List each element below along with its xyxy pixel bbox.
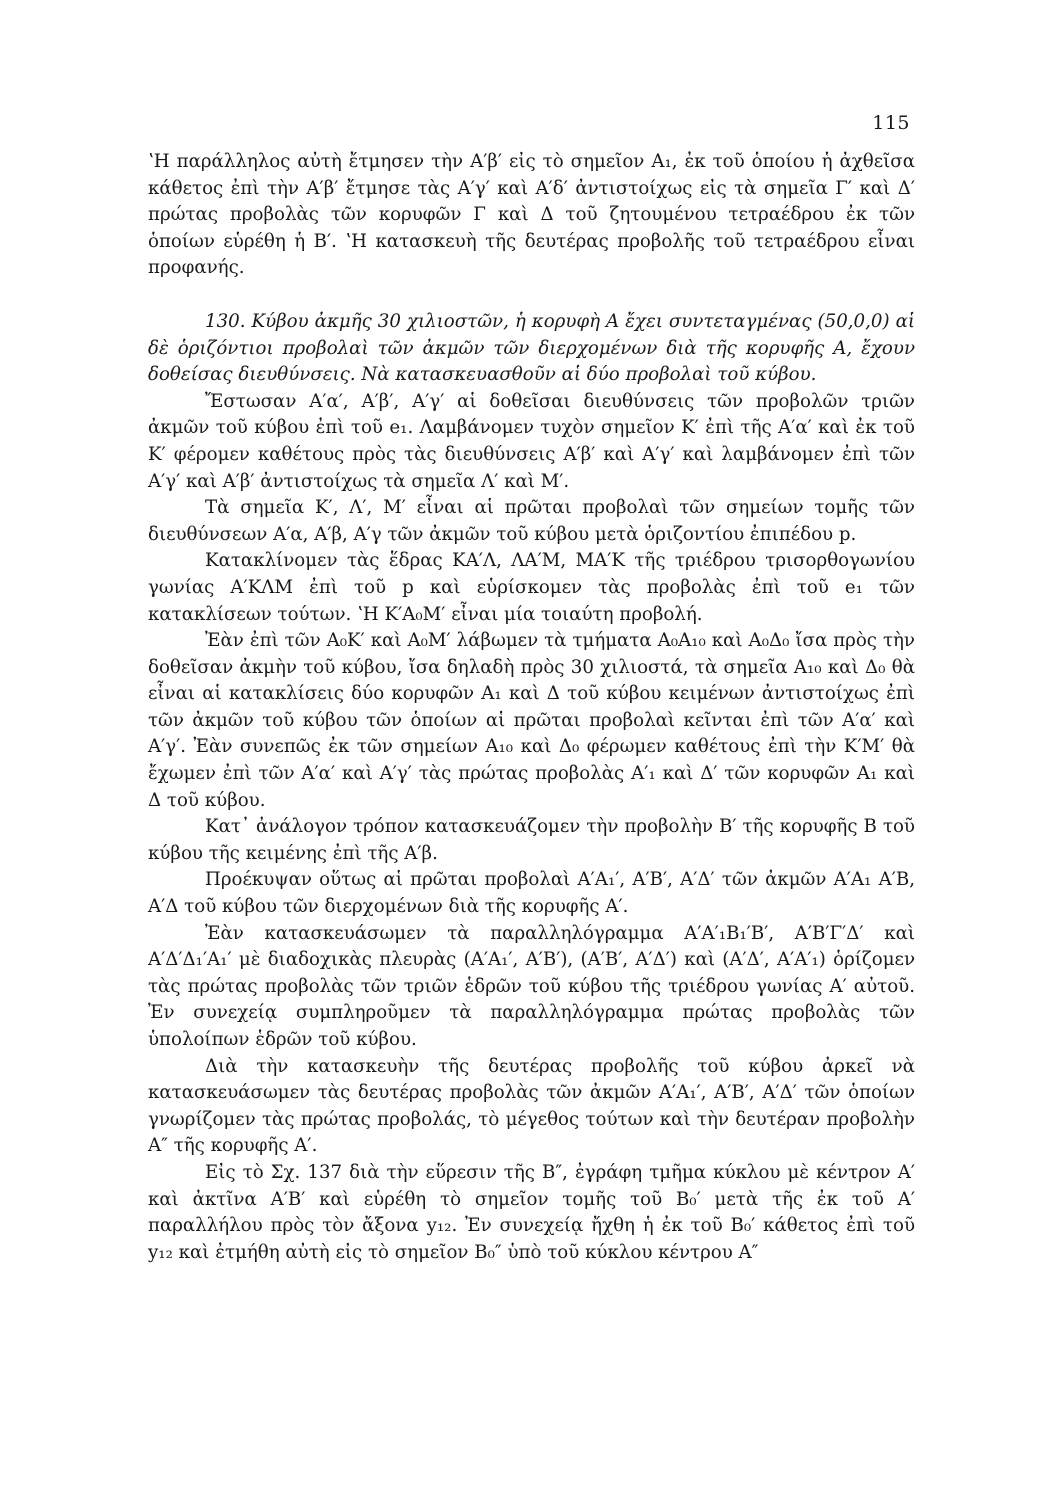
paragraph: Εἰς τὸ Σχ. 137 διὰ τὴν εὕρεσιν τῆς Β″, ἐγράφη τμῆμα κύκλου μὲ κέντρον Α′ καὶ ἀκτῖνα Α′Β′ καὶ εὑρέθη τὸ σημεῖον τομῆς τοῦ Β₀′ μετὰ τῆς ἐκ τοῦ Α′ παραλλήλου πρὸς τὸν ἄξονα y₁₂. Ἐν συνεχείᾳ ἤχθη ἡ ἐκ τοῦ Β₀′ κάθετος ἐπὶ τοῦ y₁₂ καὶ ἐτμήθη αὐτὴ εἰς τὸ σημεῖον Β₀″ ὑπὸ τοῦ κύκλου κέντρου Α″ [148, 1161, 915, 1263]
paragraph: Κατακλίνομεν τὰς ἕδρας ΚΑ′Λ, ΛΑ′Μ, ΜΑ′Κ τῆς τριέδρου τρισορθογωνίου γωνίας Α′ΚΛΜ ἐπὶ τοῦ p καὶ εὑρίσκομεν τὰς προβολὰς ἐπὶ τοῦ e₁ τῶν κατακλίσεων τούτων. ʽΗ Κ′Α₀Μ′ εἶναι μία τοιαύτη προβολή. [148, 550, 915, 625]
paragraph-intro: ʽΗ παράλληλος αὐτὴ ἔτμησεν τὴν Α′β′ εἰς τὸ σημεῖον Α₁, ἐκ τοῦ ὁποίου ἡ ἀχθεῖσα κάθετος ἐπὶ τὴν Α′β′ ἔτμησε τὰς Α′γ′ καὶ Α′δ′ ἀντιστοίχως εἰς τὰ σημεῖα Γ′ καὶ Δ′ πρώτας προβολὰς τῶν κορυφῶν Γ καὶ Δ τοῦ ζητουμένου τετραέδρου ἐκ τῶν ὁποίων εὑρέθη ἡ Β′. ʽΗ κατασκευὴ τῆς δευτέρας προβολῆς τοῦ τετραέδρου εἶναι προφανής. [148, 151, 915, 279]
paragraph: Ἐὰν κατασκευάσωμεν τὰ παραλληλόγραμμα Α′Α′₁Β₁′Β′, Α′Β′Γ′Δ′ καὶ Α′Δ′Δ₁′Α₁′ μὲ διαδοχικὰς πλευρὰς (Α′Α₁′, Α′Β′), (Α′Β′, Α′Δ′) καὶ (Α′Δ′, Α′Α′₁) ὁρίζομεν τὰς πρώτας προβολὰς τῶν τριῶν ἑδρῶν τοῦ κύβου τῆς τριέδρου γωνίας Α′ αὐτοῦ. Ἐν συνεχείᾳ συμπληροῦμεν τὰ παραλληλόγραμμα πρώτας προβολὰς τῶν ὑπολοίπων ἑδρῶν τοῦ κύβου. [148, 922, 915, 1050]
paragraph: Διὰ τὴν κατασκευὴν τῆς δευτέρας προβολῆς τοῦ κύβου ἀρκεῖ νὰ κατασκευάσωμεν τὰς δευτέρας προβολὰς τῶν ἀκμῶν Α′Α₁′, Α′Β′, Α′Δ′ τῶν ὁποίων γνωρίζομεν τὰς πρώτας προβολάς, τὸ μέγεθος τούτων καὶ τὴν δευτέραν προβολὴν Α″ τῆς κορυφῆς Α′. [148, 1055, 915, 1157]
paragraph: Προέκυψαν οὕτως αἱ πρῶται προβολαὶ Α′Α₁′, Α′Β′, Α′Δ′ τῶν ἀκμῶν Α′Α₁ Α′Β, Α′Δ τοῦ κύβου τῶν διερχομένων διὰ τῆς κορυφῆς Α′. [148, 869, 915, 918]
problem-statement [148, 309, 915, 389]
paragraph: Ἐὰν ἐπὶ τῶν Α₀Κ′ καὶ Α₀Μ′ λάβωμεν τὰ τμήματα Α₀Α₁₀ καὶ Α₀Δ₀ ἴσα πρὸς τὴν δοθεῖσαν ἀκμὴν τοῦ κύβου, ἴσα δηλαδὴ πρὸς 30 χιλιοστά, τὰ σημεῖα Α₁₀ καὶ Δ₀ θὰ εἶναι αἱ κατακλίσεις δύο κορυφῶν Α₁ καὶ Δ τοῦ κύβου κειμένων ἀντιστοίχως ἐπὶ τῶν ἀκμῶν τοῦ κύβου τῶν ὁποίων αἱ πρῶται προβολαὶ κεῖνται ἐπὶ τῶν Α′α′ καὶ Α′γ′. Ἐὰν συνεπῶς ἐκ τῶν σημείων Α₁₀ καὶ Δ₀ φέρωμεν καθέτους ἐπὶ τὴν Κ′Μ′ θὰ ἔχωμεν ἐπὶ τῶν Α′α′ καὶ Α′γ′ τὰς πρώτας προβολὰς Α′₁ καὶ Δ′ τῶν κορυφῶν Α₁ καὶ Δ τοῦ κύβου. [148, 630, 915, 811]
paragraph: Τὰ σημεῖα Κ′, Λ′, Μ′ εἶναι αἱ πρῶται προβολαὶ τῶν σημείων τομῆς τῶν διευθύνσεων Α′α, Α′β, Α′γ τῶν ἀκμῶν τοῦ κύβου μετὰ ὁριζοντίου ἐπιπέδου p. [148, 497, 915, 545]
problem-number: 130. [205, 310, 246, 332]
page-number: 115 [872, 112, 910, 134]
paragraph: Κατ᾽ ἀνάλογον τρόπον κατασκευάζομεν τὴν προβολὴν Β′ τῆς κορυφῆς Β τοῦ κύβου τῆς κειμένης ἐπὶ τῆς Α′β. [148, 816, 915, 864]
problem-text: Κύβου ἀκμῆς 30 χιλιοστῶν, ἡ κορυφὴ Α ἔχει συντεταγμένας (50,0,0) αἱ δὲ ὁριζόντιοι προβολαὶ τῶν ἀκμῶν τῶν διερχομένων διὰ τῆς κορυφῆς Α, ἔχουν δοθείσας διευθύνσεις. Νὰ κατασκευασθοῦν αἱ δύο προβολαὶ τοῦ κύβου. [148, 310, 915, 386]
body-text [148, 149, 915, 1266]
paragraph: Ἔστωσαν Α′α′, Α′β′, Α′γ′ αἱ δοθεῖσαι διευθύνσεις τῶν προβολῶν τριῶν ἀκμῶν τοῦ κύβου ἐπὶ τοῦ e₁. Λαμβάνομεν τυχὸν σημεῖον Κ′ ἐπὶ τῆς Α′α′ καὶ ἐκ τοῦ Κ′ φέρομεν καθέτους πρὸς τὰς διευθύνσεις Α′β′ καὶ Α′γ′ καὶ λαμβάνομεν ἐπὶ τῶν Α′γ′ καὶ Α′β′ ἀντιστοίχως τὰ σημεῖα Λ′ καὶ Μ′. [148, 390, 915, 492]
